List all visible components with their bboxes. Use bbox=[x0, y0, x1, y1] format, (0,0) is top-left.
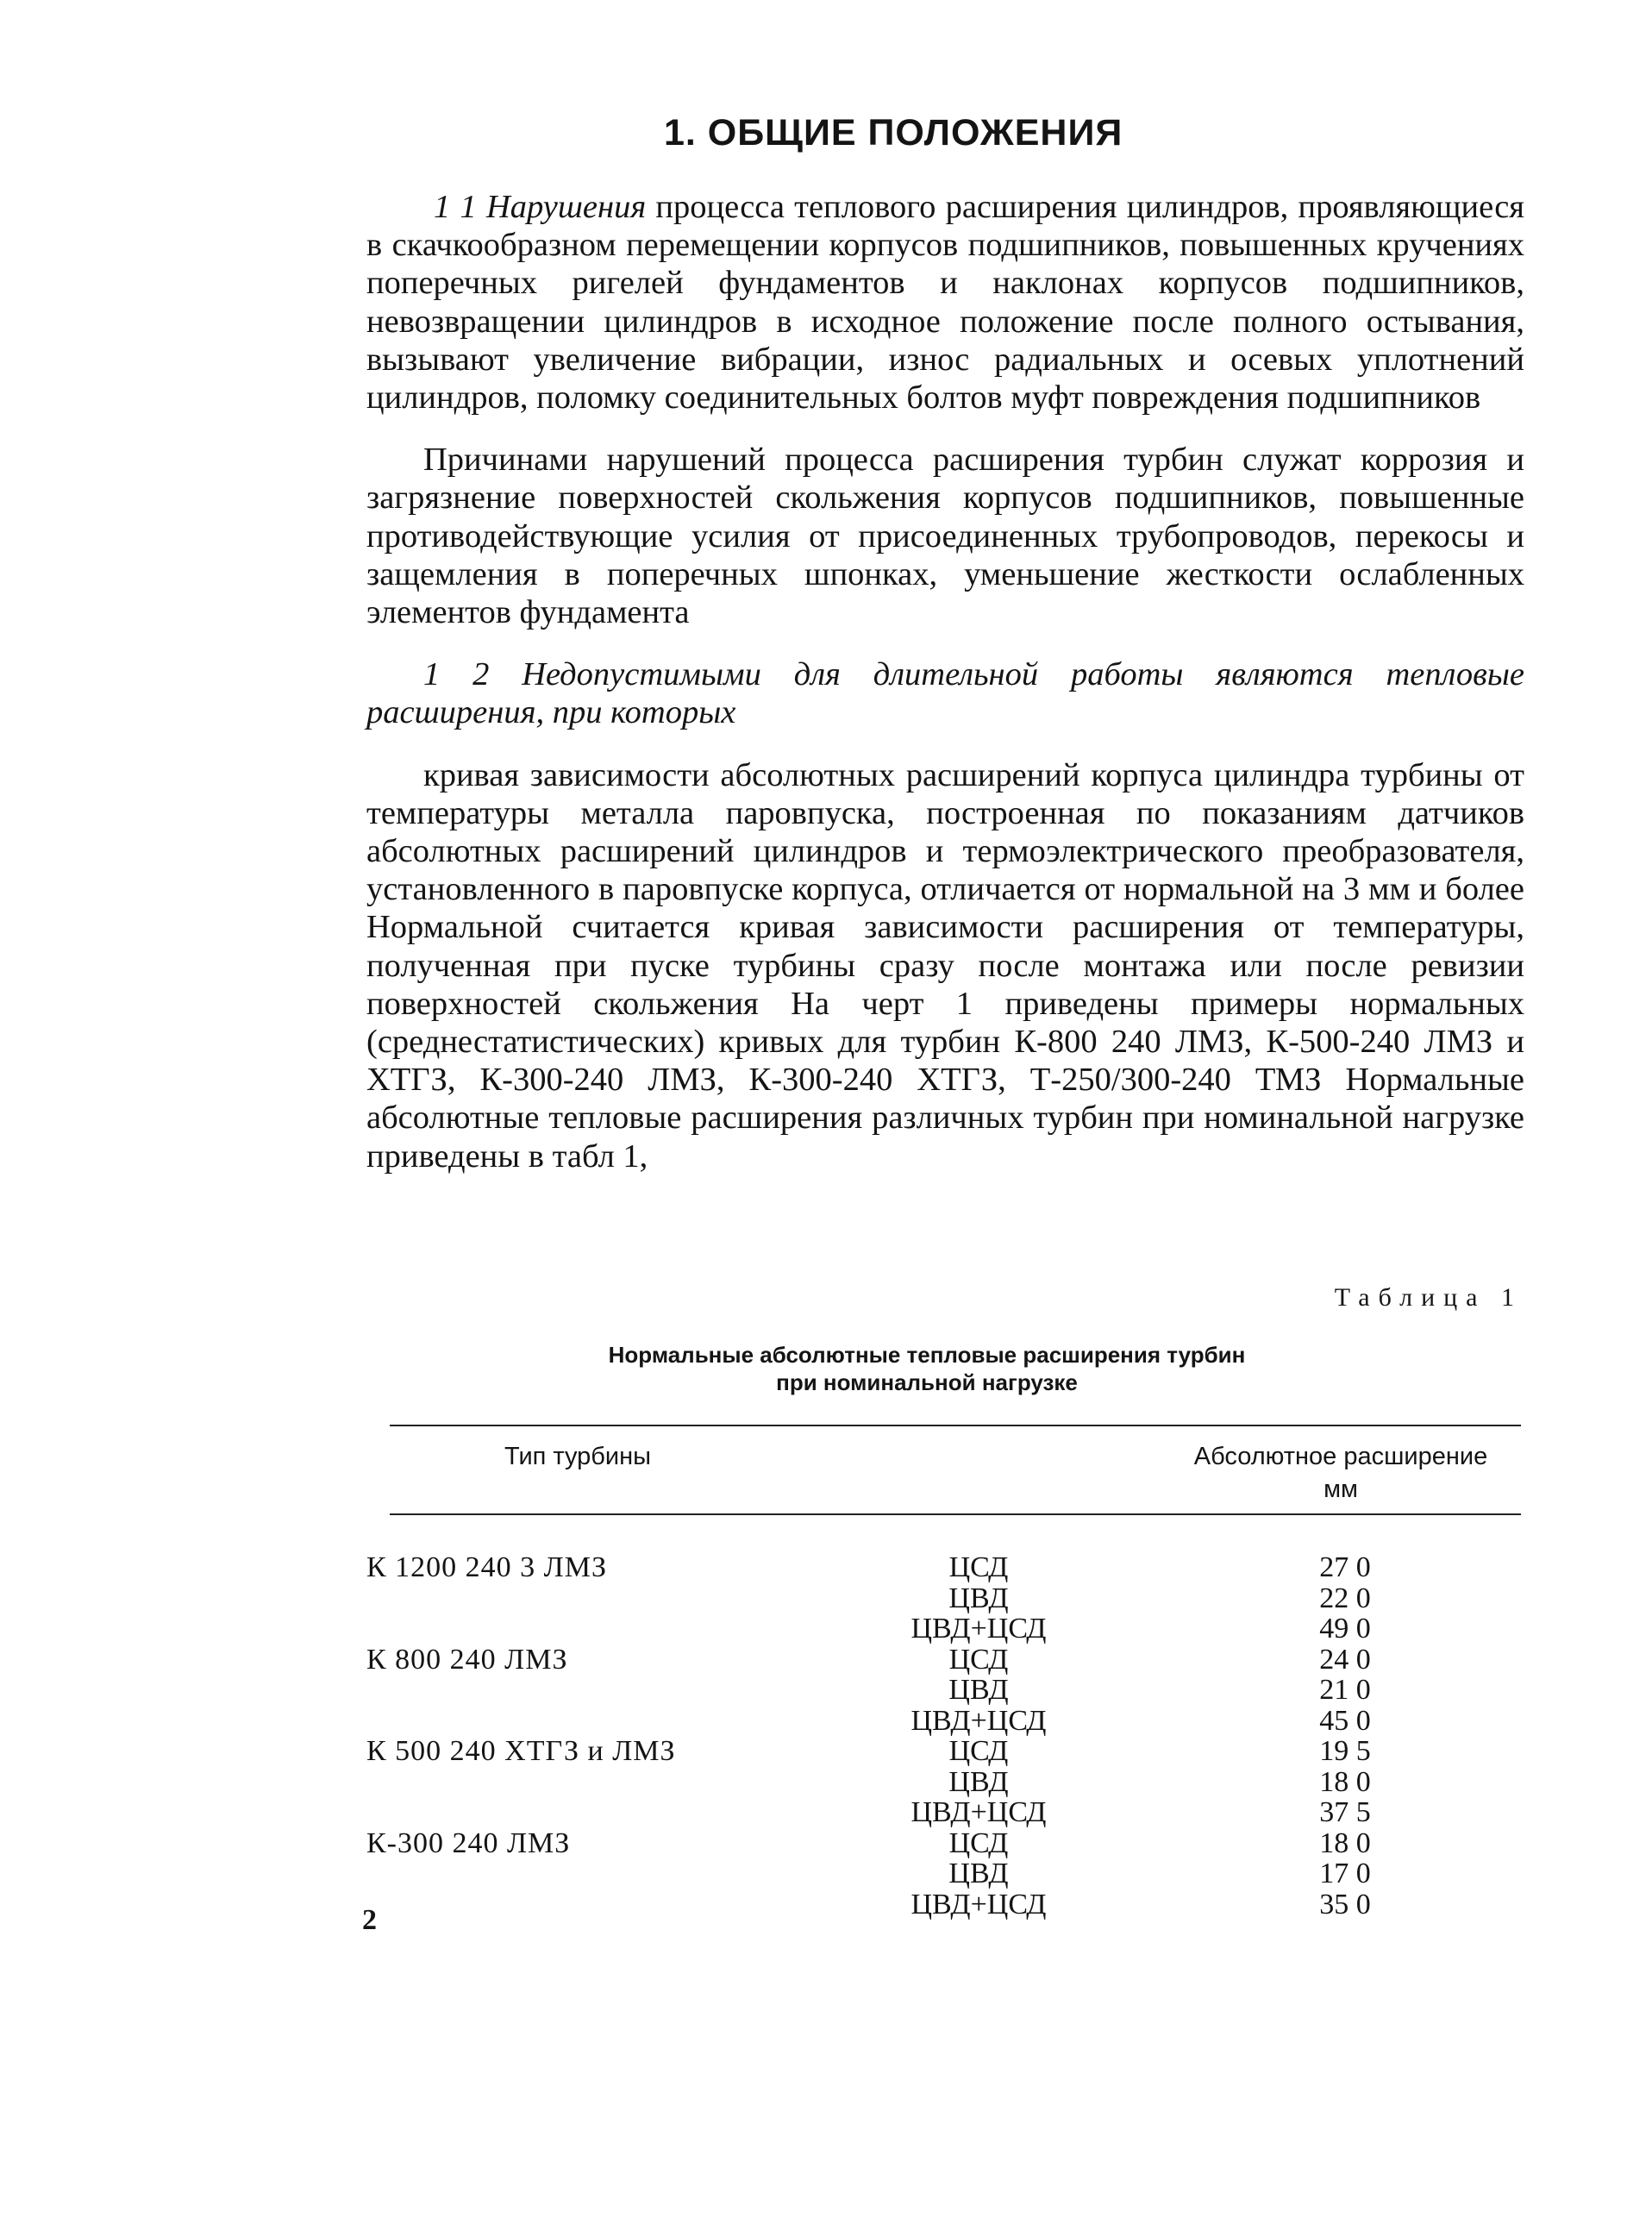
table-row bbox=[0, 1645, 1652, 1676]
clause-term: Нарушения bbox=[485, 189, 647, 225]
expansion-value-cell: 35 0 bbox=[1319, 1888, 1371, 1920]
expansion-value-cell: 45 0 bbox=[1319, 1704, 1371, 1737]
expansion-value-cell: 18 0 bbox=[1319, 1826, 1371, 1859]
table-header-turbine-type: Тип турбины bbox=[504, 1443, 651, 1470]
table-row bbox=[0, 1675, 1652, 1706]
cylinder-part-cell: ЦВД+ЦСД bbox=[910, 1888, 1047, 1920]
cylinder-part-cell: ЦВД bbox=[948, 1674, 1009, 1706]
table-header-expansion-label: Абсолютное расширение bbox=[1193, 1443, 1488, 1470]
turbine-type-cell: К 800 240 ЛМЗ bbox=[366, 1643, 568, 1676]
expansion-value-cell: 37 5 bbox=[1319, 1796, 1371, 1828]
cylinder-part-cell: ЦСД bbox=[948, 1826, 1009, 1859]
paragraph-1-1 bbox=[366, 188, 1524, 417]
expansion-value-cell: 17 0 bbox=[1319, 1858, 1371, 1889]
table-title-line-2: при номинальной нагрузке bbox=[776, 1369, 1078, 1395]
paragraph-1-1-text: процесса теплового расширения цилиндров, проявляющиеся в скачкообразном перемещении корпусов подшипников, повышенных кручениях поперечных ригелей фундаментов и наклонах корпусов подшипников, невозвращении цилиндров в исходное положение после полного остывания, вызывают увеличение вибрации, износ радиальных и осевых уплотнений цилиндров, поломку соединительных болтов муфт повреждения подшипников bbox=[366, 189, 1524, 417]
table-body bbox=[0, 1552, 1652, 1920]
table-row bbox=[0, 1858, 1652, 1889]
cylinder-part-cell: ЦСД bbox=[948, 1643, 1009, 1676]
table-number-label: Таблица 1 bbox=[1334, 1283, 1523, 1312]
cylinder-part-cell: ЦВД bbox=[948, 1582, 1009, 1614]
page-number: 2 bbox=[362, 1904, 377, 1936]
table-top-rule bbox=[390, 1425, 1521, 1426]
paragraph-causes: Причинами нарушений процесса расширения турбин служат коррозия и загрязнение поверхностей скольжения корпусов подшипников, повышенные противодействующие усилия от присоединенных трубопроводов, перекосы и защемления в поперечных шпонках, уменьшение жесткости ослабленных элементов фундамента bbox=[366, 442, 1524, 631]
turbine-type-cell: К 1200 240 3 ЛМЗ bbox=[366, 1551, 608, 1583]
section-heading: 1. ОБЩИЕ ПОЛОЖЕНИЯ bbox=[664, 112, 1123, 154]
table-row bbox=[0, 1736, 1652, 1767]
table-row bbox=[0, 1767, 1652, 1798]
cylinder-part-cell: ЦВД+ЦСД bbox=[910, 1704, 1047, 1737]
expansion-value-cell: 22 0 bbox=[1319, 1582, 1371, 1614]
table-row bbox=[0, 1706, 1652, 1737]
table-title bbox=[483, 1341, 1371, 1396]
table-title-line-1: Нормальные абсолютные тепловые расширения турбин bbox=[608, 1342, 1246, 1368]
expansion-value-cell: 19 5 bbox=[1319, 1735, 1371, 1767]
table-header-expansion bbox=[1168, 1440, 1513, 1506]
table-row bbox=[0, 1797, 1652, 1828]
cylinder-part-cell: ЦВД+ЦСД bbox=[910, 1613, 1047, 1645]
table-row bbox=[0, 1889, 1652, 1920]
table-row bbox=[0, 1828, 1652, 1859]
expansion-value-cell: 24 0 bbox=[1319, 1643, 1371, 1676]
table-row bbox=[0, 1583, 1652, 1614]
table-row bbox=[0, 1552, 1652, 1583]
expansion-value-cell: 21 0 bbox=[1319, 1674, 1371, 1706]
table-header-rule bbox=[390, 1513, 1521, 1515]
body-text bbox=[366, 188, 1524, 1175]
cylinder-part-cell: ЦВД+ЦСД bbox=[910, 1796, 1047, 1828]
turbine-type-cell: К 500 240 ХТГЗ и ЛМЗ bbox=[366, 1735, 676, 1767]
turbine-type-cell: К-300 240 ЛМЗ bbox=[366, 1826, 571, 1859]
clause-number-1-1: 1 1 bbox=[434, 189, 486, 225]
cylinder-part-cell: ЦВД bbox=[948, 1765, 1009, 1798]
paragraph-1-2-heading: 1 2 Недопустимыми для длительной работы являются тепловые расширения, при которых bbox=[366, 656, 1524, 731]
cylinder-part-cell: ЦВД bbox=[948, 1858, 1009, 1889]
expansion-value-cell: 27 0 bbox=[1319, 1551, 1371, 1583]
table-row bbox=[0, 1613, 1652, 1645]
expansion-value-cell: 18 0 bbox=[1319, 1765, 1371, 1798]
cylinder-part-cell: ЦСД bbox=[948, 1735, 1009, 1767]
paragraph-curve: кривая зависимости абсолютных расширений корпуса цилиндра турбины от температуры металла паровпуска, построенная по показаниям датчиков абсолютных расширений цилиндров и термоэлектрического преобразователя, установленного в паровпуске корпуса, отличается от нормальной на 3 мм и более Нормальной считается кривая зависимости расширения от температуры, полученная при пуске турбины сразу после монтажа или после ревизии поверхностей скольжения На черт 1 приведены примеры нормальных (среднестатистических) кривых для турбин К-800 240 ЛМЗ, К-500-240 ЛМЗ и ХТГЗ, К-300-240 ЛМЗ, К-300-240 ХТГЗ, Т-250/300-240 ТМЗ Нормальные абсолютные тепловые расширения различных турбин при номинальной нагрузке приведены в табл 1, bbox=[366, 756, 1524, 1175]
cylinder-part-cell: ЦСД bbox=[948, 1551, 1009, 1583]
expansion-value-cell: 49 0 bbox=[1319, 1613, 1371, 1645]
table-header-unit: мм bbox=[1323, 1476, 1358, 1503]
